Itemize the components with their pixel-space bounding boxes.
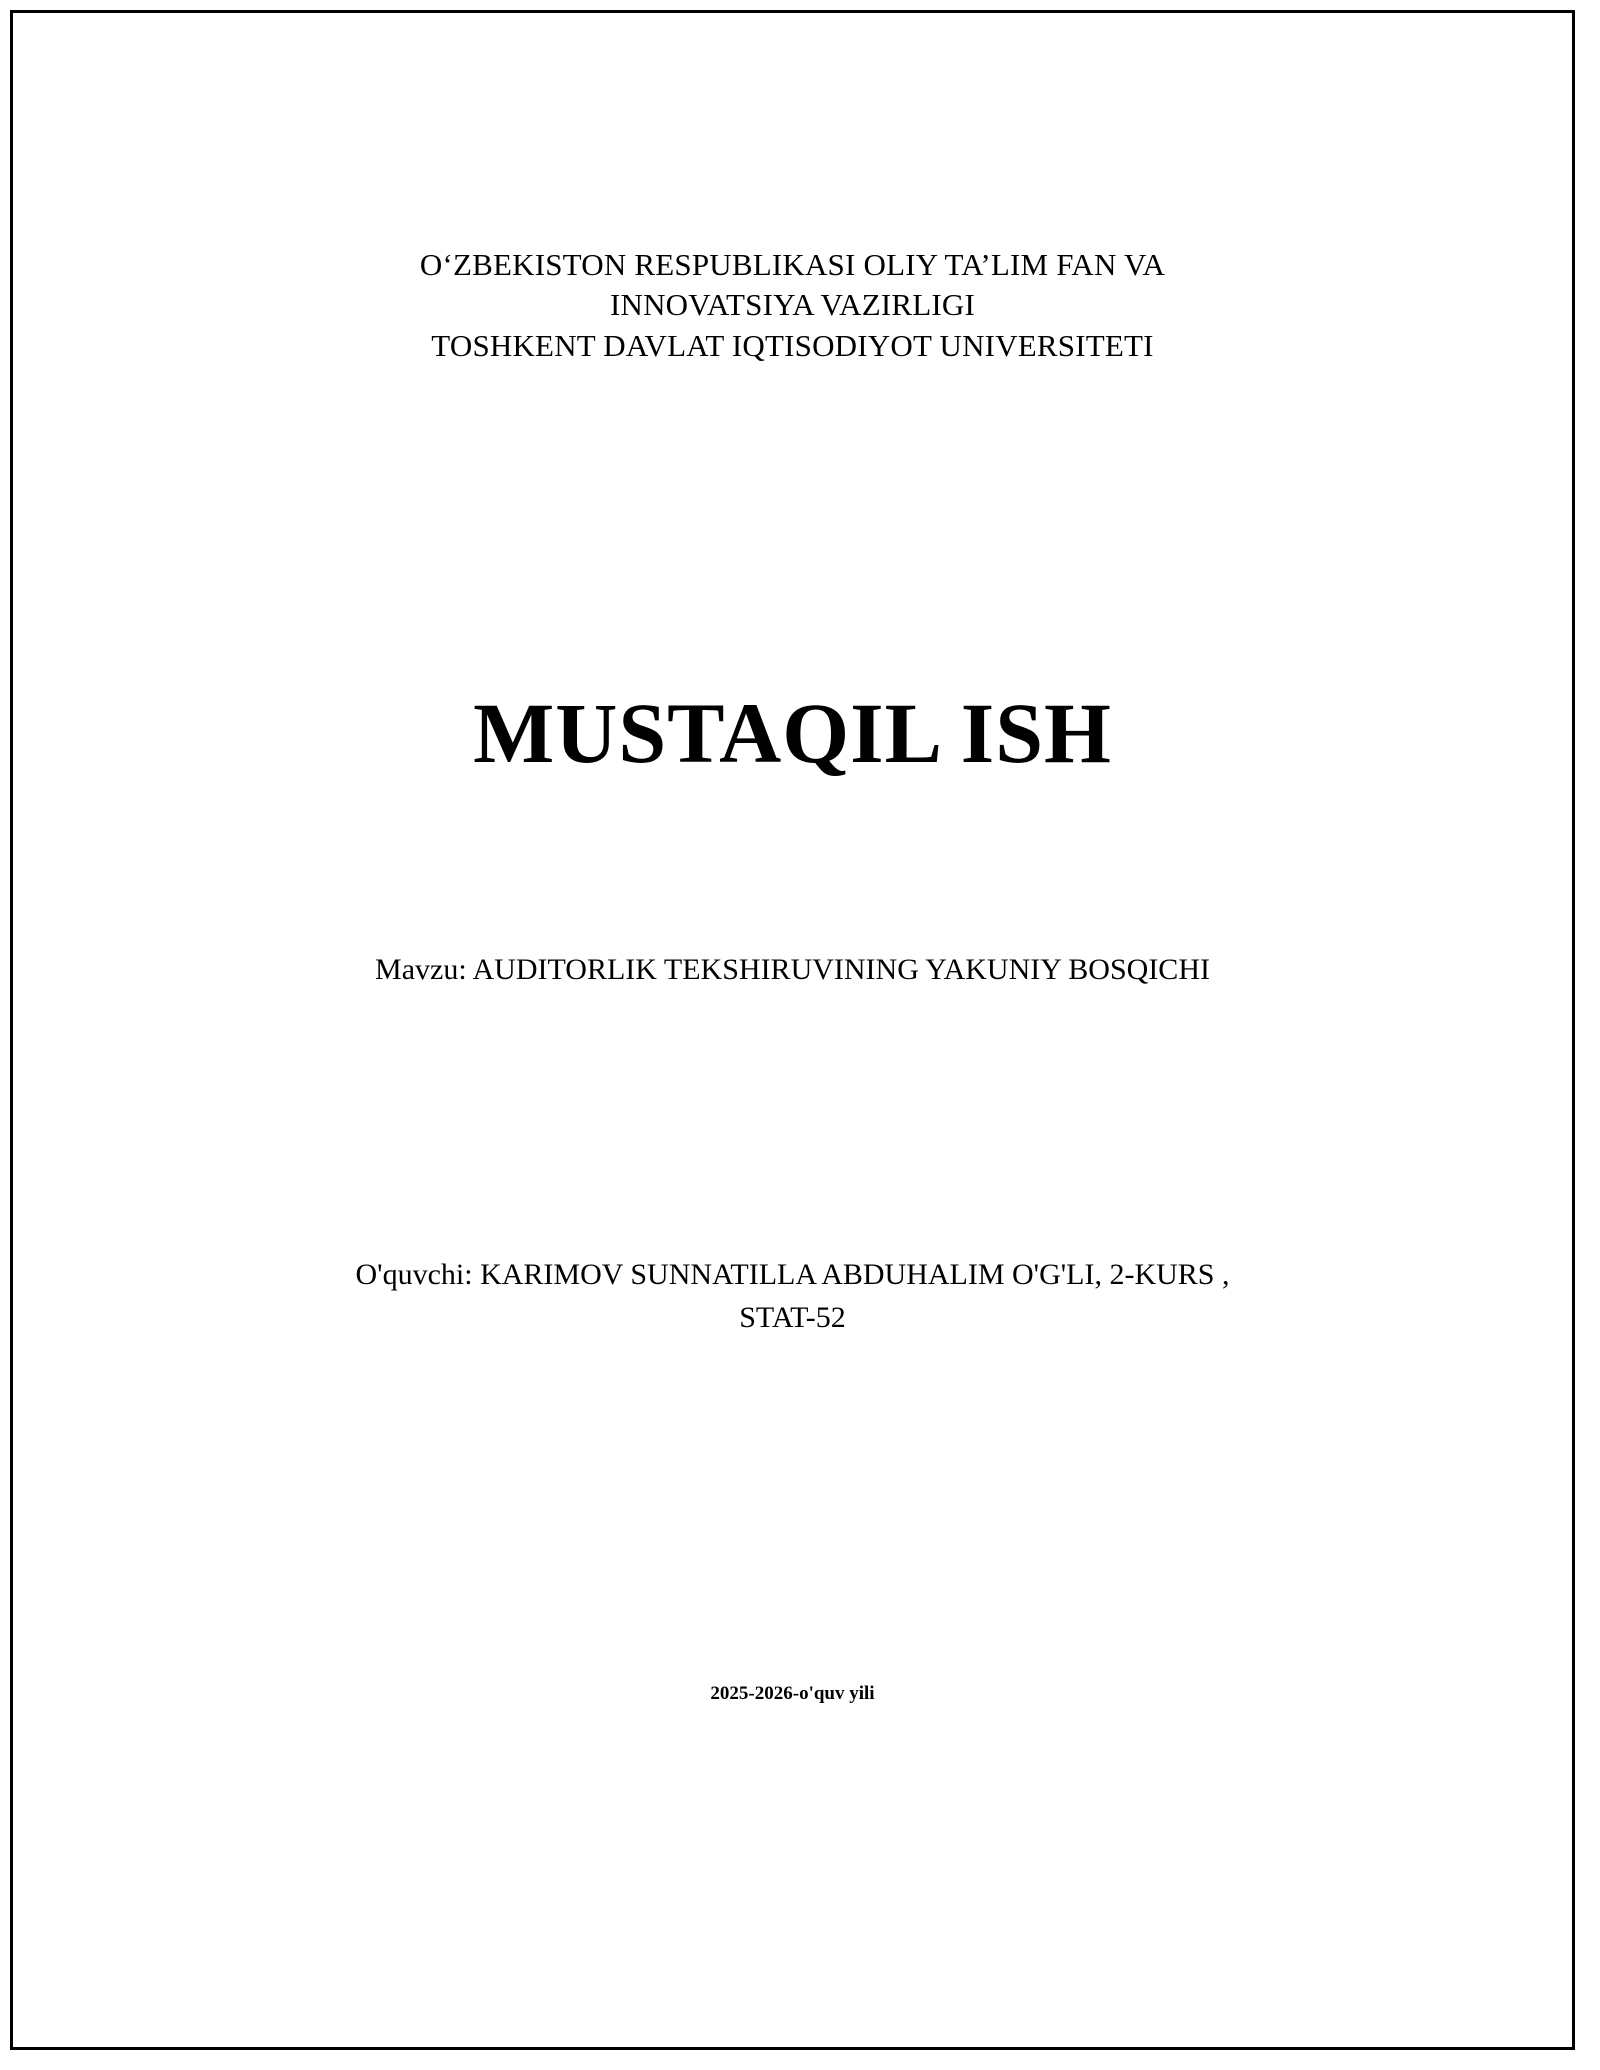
institution-header-line-2: INNOVATSIYA VAZIRLIGI bbox=[609, 287, 976, 323]
page-title: MUSTAQIL ISH bbox=[473, 684, 1112, 781]
document-page bbox=[10, 10, 1575, 2050]
institution-header bbox=[163, 245, 1422, 366]
student-name: KARIMOV SUNNATILLA ABDUHALIM O'G'LI, 2-KURS , bbox=[480, 1257, 1230, 1291]
subject-label: Mavzu: bbox=[375, 953, 467, 987]
institution-header-line-1: O‘ZBEKISTON RESPUBLIKASI OLIY TA’LIM FAN VA bbox=[419, 247, 1166, 282]
institution-header-line-3: TOSHKENT DAVLAT IQTISODIYOT UNIVERSITETI bbox=[431, 327, 1154, 363]
title-page-content bbox=[13, 13, 1572, 2047]
student-info bbox=[163, 1253, 1422, 1340]
academic-year: 2025-2026-o'quv yili bbox=[710, 1683, 875, 1704]
student-label: O'quvchi: bbox=[355, 1257, 473, 1291]
student-group: STAT-52 bbox=[739, 1301, 846, 1335]
subject-line bbox=[163, 950, 1422, 991]
subject-value: AUDITORLIK TEKSHIRUVINING YAKUNIY BOSQICHI bbox=[472, 953, 1210, 987]
